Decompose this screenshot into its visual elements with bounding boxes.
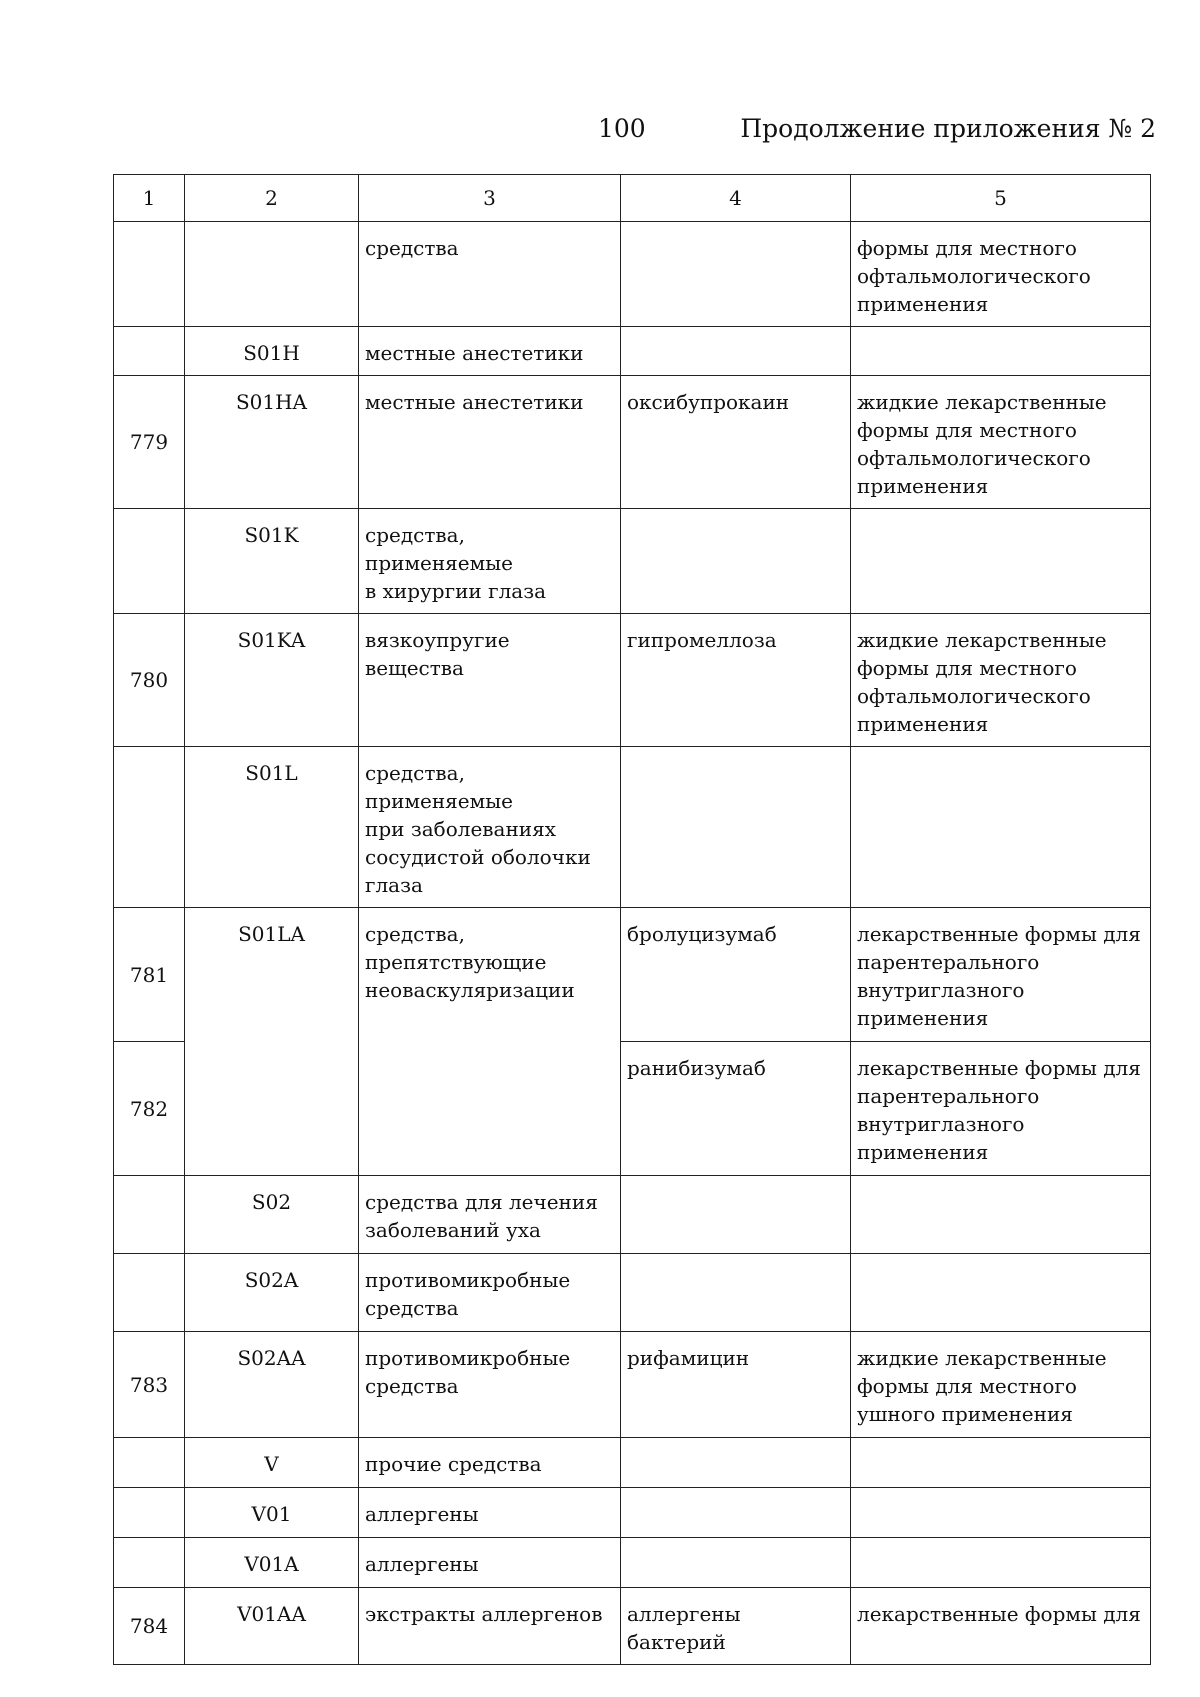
drug-name	[621, 1438, 851, 1488]
column-header: 2	[185, 175, 359, 222]
group-name: средства, применяемые в хирургии глаза	[359, 509, 621, 614]
group-name: противомикробные средства	[359, 1254, 621, 1332]
column-header: 3	[359, 175, 621, 222]
dosage-form: жидкие лекарственные формы для местного офтальмологического применения	[851, 376, 1151, 509]
atc-code: S01K	[185, 509, 359, 614]
row-number	[114, 509, 185, 614]
dosage-form: лекарственные формы для парентерального внутриглазного применения	[851, 1042, 1151, 1176]
atc-code: S01HA	[185, 376, 359, 509]
atc-code: V	[185, 1438, 359, 1488]
row-number	[114, 1538, 185, 1588]
table-row	[114, 327, 1151, 376]
group-name: аллергены	[359, 1488, 621, 1538]
group-name: прочие средства	[359, 1438, 621, 1488]
row-number	[114, 1488, 185, 1538]
atc-code: V01A	[185, 1538, 359, 1588]
group-name: средства, применяемые при заболеваниях сосудистой оболочки глаза	[359, 747, 621, 908]
column-header: 4	[621, 175, 851, 222]
row-number	[114, 222, 185, 327]
table-row	[114, 1332, 1151, 1438]
dosage-form: лекарственные формы для	[851, 1588, 1151, 1665]
atc-code: V01	[185, 1488, 359, 1538]
row-number	[114, 1438, 185, 1488]
dosage-form: жидкие лекарственные формы для местного офтальмологического применения	[851, 614, 1151, 747]
drug-name: бролуцизумаб	[621, 908, 851, 1042]
dosage-form	[851, 1438, 1151, 1488]
table-row	[114, 1538, 1151, 1588]
row-number	[114, 327, 185, 376]
table-row	[114, 908, 1151, 1042]
atc-code: S02A	[185, 1254, 359, 1332]
column-header: 5	[851, 175, 1151, 222]
table-row	[114, 509, 1151, 614]
table-row	[114, 747, 1151, 908]
table-row	[114, 614, 1151, 747]
drug-name	[621, 327, 851, 376]
dosage-form	[851, 509, 1151, 614]
group-name: средства, препятствующие неоваскуляризации	[359, 908, 621, 1176]
drug-name: ранибизумаб	[621, 1042, 851, 1176]
dosage-form	[851, 1538, 1151, 1588]
dosage-form: лекарственные формы для парентерального внутриглазного применения	[851, 908, 1151, 1042]
drug-name: аллергены бактерий	[621, 1588, 851, 1665]
drug-name	[621, 509, 851, 614]
table-row	[114, 1254, 1151, 1332]
group-name: местные анестетики	[359, 376, 621, 509]
drug-name	[621, 222, 851, 327]
group-name: экстракты аллергенов	[359, 1588, 621, 1665]
row-number: 780	[114, 614, 185, 747]
drug-name	[621, 1538, 851, 1588]
drug-name: гипромеллоза	[621, 614, 851, 747]
group-name: аллергены	[359, 1538, 621, 1588]
atc-code: V01AA	[185, 1588, 359, 1665]
atc-code: S02AA	[185, 1332, 359, 1438]
dosage-form: формы для местного офтальмологического применения	[851, 222, 1151, 327]
drug-list-table	[113, 174, 1151, 1665]
drug-name	[621, 747, 851, 908]
row-number	[114, 1254, 185, 1332]
row-number: 779	[114, 376, 185, 509]
dosage-form: жидкие лекарственные формы для местного ушного применения	[851, 1332, 1151, 1438]
dosage-form	[851, 747, 1151, 908]
drug-name	[621, 1488, 851, 1538]
group-name: вязкоупругие вещества	[359, 614, 621, 747]
dosage-form	[851, 1254, 1151, 1332]
table-header-row	[114, 175, 1151, 222]
row-number	[114, 1176, 185, 1254]
atc-code: S01L	[185, 747, 359, 908]
drug-name: оксибупрокаин	[621, 376, 851, 509]
row-number: 782	[114, 1042, 185, 1176]
row-number: 783	[114, 1332, 185, 1438]
atc-code	[185, 222, 359, 327]
dosage-form	[851, 327, 1151, 376]
table-row	[114, 376, 1151, 509]
atc-code: S01LA	[185, 908, 359, 1176]
group-name: противомикробные средства	[359, 1332, 621, 1438]
drug-name	[621, 1176, 851, 1254]
table-row	[114, 1438, 1151, 1488]
group-name: средства для лечения заболеваний уха	[359, 1176, 621, 1254]
atc-code: S01H	[185, 327, 359, 376]
column-header: 1	[114, 175, 185, 222]
atc-code: S01KA	[185, 614, 359, 747]
dosage-form	[851, 1176, 1151, 1254]
table-row	[114, 222, 1151, 327]
row-number: 784	[114, 1588, 185, 1665]
table-row	[114, 1488, 1151, 1538]
table-row	[114, 1176, 1151, 1254]
row-number	[114, 747, 185, 908]
dosage-form	[851, 1488, 1151, 1538]
group-name: средства	[359, 222, 621, 327]
atc-code: S02	[185, 1176, 359, 1254]
table-row	[114, 1588, 1151, 1665]
page-number: 100	[598, 114, 646, 143]
group-name: местные анестетики	[359, 327, 621, 376]
drug-name: рифамицин	[621, 1332, 851, 1438]
continuation-title: Продолжение приложения № 2	[740, 114, 1156, 143]
drug-name	[621, 1254, 851, 1332]
row-number: 781	[114, 908, 185, 1042]
